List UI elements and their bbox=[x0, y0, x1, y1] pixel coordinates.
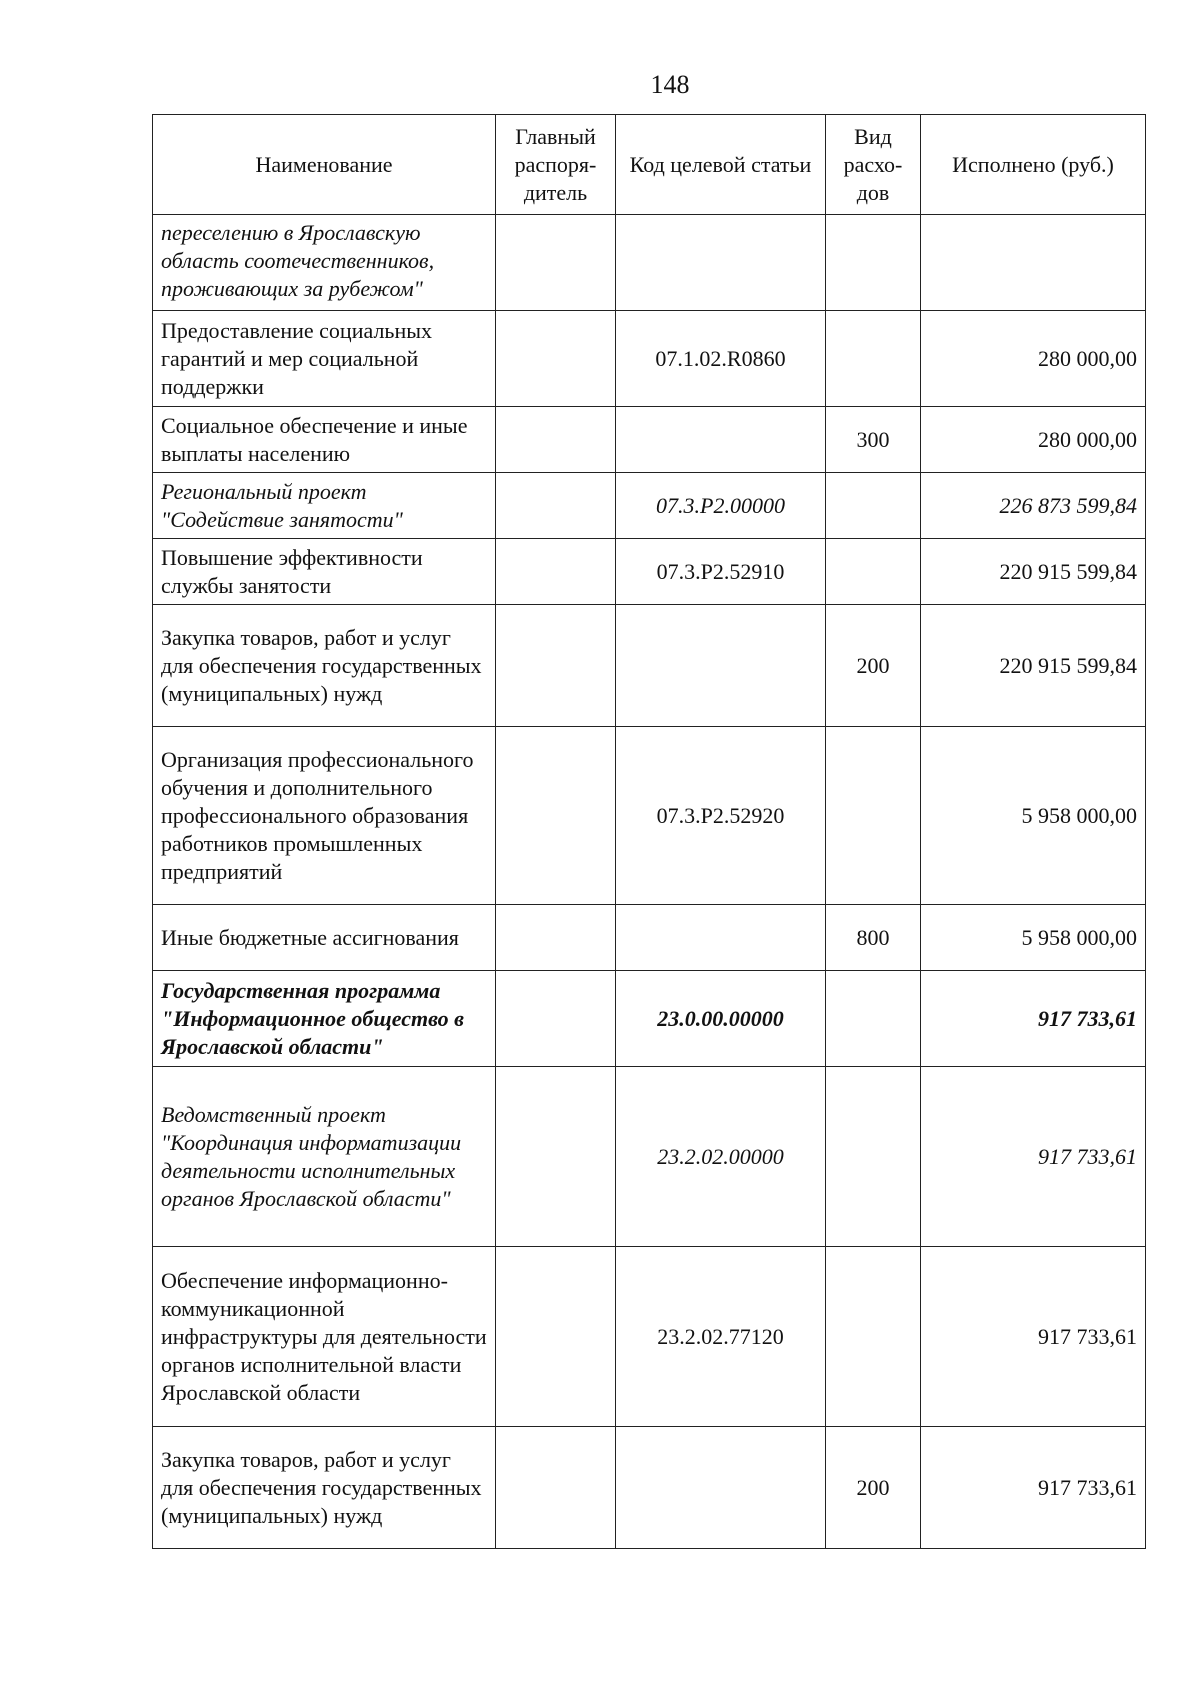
header-executed: Исполнено (руб.) bbox=[921, 115, 1146, 215]
header-type: Вид расхо-дов bbox=[826, 115, 921, 215]
row-code: 23.0.00.00000 bbox=[616, 971, 826, 1067]
row-name: Региональный проект "Содействие занятости" bbox=[153, 473, 496, 539]
header-manager: Главный распоря-дитель bbox=[496, 115, 616, 215]
row-manager bbox=[496, 971, 616, 1067]
row-name: Обеспечение информационно-коммуникационной инфраструктуры для деятельности органов исполнительной власти Ярославской области bbox=[153, 1247, 496, 1427]
row-manager bbox=[496, 215, 616, 311]
row-type bbox=[826, 311, 921, 407]
row-name: Ведомственный проект "Координация информатизации деятельности исполнительных органов Ярославской области" bbox=[153, 1067, 496, 1247]
table-row bbox=[153, 473, 1146, 539]
row-amount: 226 873 599,84 bbox=[921, 473, 1146, 539]
row-type bbox=[826, 215, 921, 311]
row-manager bbox=[496, 905, 616, 971]
table-row bbox=[153, 1067, 1146, 1247]
row-name: Государственная программа "Информационное общество в Ярославской области" bbox=[153, 971, 496, 1067]
row-code: 23.2.02.00000 bbox=[616, 1067, 826, 1247]
row-name: Организация профессионального обучения и дополнительного профессионального образования работников промышленных предприятий bbox=[153, 727, 496, 905]
table-row bbox=[153, 905, 1146, 971]
table-row bbox=[153, 727, 1146, 905]
table-row bbox=[153, 407, 1146, 473]
row-manager bbox=[496, 1427, 616, 1549]
row-code bbox=[616, 605, 826, 727]
table-row bbox=[153, 215, 1146, 311]
row-code: 07.3.Р2.52910 bbox=[616, 539, 826, 605]
row-name: Иные бюджетные ассигнования bbox=[153, 905, 496, 971]
table-row bbox=[153, 1427, 1146, 1549]
row-amount: 5 958 000,00 bbox=[921, 905, 1146, 971]
table-row bbox=[153, 605, 1146, 727]
page-number: 148 bbox=[650, 70, 690, 99]
row-manager bbox=[496, 1247, 616, 1427]
row-amount: 280 000,00 bbox=[921, 407, 1146, 473]
row-code bbox=[616, 407, 826, 473]
table-row bbox=[153, 311, 1146, 407]
row-type bbox=[826, 539, 921, 605]
row-amount: 280 000,00 bbox=[921, 311, 1146, 407]
table-row bbox=[153, 971, 1146, 1067]
budget-table bbox=[152, 114, 1146, 1549]
row-type: 300 bbox=[826, 407, 921, 473]
row-name: Закупка товаров, работ и услуг для обеспечения государственных (муниципальных) нужд bbox=[153, 605, 496, 727]
row-type bbox=[826, 473, 921, 539]
table-row bbox=[153, 539, 1146, 605]
table-header-row bbox=[153, 115, 1146, 215]
row-type bbox=[826, 1247, 921, 1427]
row-name: Предоставление социальных гарантий и мер социальной поддержки bbox=[153, 311, 496, 407]
header-name: Наименование bbox=[153, 115, 496, 215]
row-manager bbox=[496, 539, 616, 605]
row-name: переселению в Ярославскую область соотечественников, проживающих за рубежом" bbox=[153, 215, 496, 311]
row-name: Социальное обеспечение и иные выплаты населению bbox=[153, 407, 496, 473]
row-amount: 5 958 000,00 bbox=[921, 727, 1146, 905]
row-name: Повышение эффективности службы занятости bbox=[153, 539, 496, 605]
table-row bbox=[153, 1247, 1146, 1427]
row-amount: 917 733,61 bbox=[921, 971, 1146, 1067]
row-manager bbox=[496, 1067, 616, 1247]
row-amount bbox=[921, 215, 1146, 311]
row-type bbox=[826, 971, 921, 1067]
row-manager bbox=[496, 407, 616, 473]
row-code: 07.3.Р2.52920 bbox=[616, 727, 826, 905]
header-code: Код целевой статьи bbox=[616, 115, 826, 215]
row-manager bbox=[496, 727, 616, 905]
row-amount: 917 733,61 bbox=[921, 1067, 1146, 1247]
row-type bbox=[826, 727, 921, 905]
row-code: 23.2.02.77120 bbox=[616, 1247, 826, 1427]
row-type: 200 bbox=[826, 1427, 921, 1549]
row-amount: 220 915 599,84 bbox=[921, 539, 1146, 605]
row-type: 800 bbox=[826, 905, 921, 971]
row-code: 07.3.Р2.00000 bbox=[616, 473, 826, 539]
row-type: 200 bbox=[826, 605, 921, 727]
row-amount: 917 733,61 bbox=[921, 1427, 1146, 1549]
row-type bbox=[826, 1067, 921, 1247]
row-manager bbox=[496, 473, 616, 539]
row-amount: 220 915 599,84 bbox=[921, 605, 1146, 727]
row-amount: 917 733,61 bbox=[921, 1247, 1146, 1427]
row-code bbox=[616, 905, 826, 971]
row-name: Закупка товаров, работ и услуг для обеспечения государственных (муниципальных) нужд bbox=[153, 1427, 496, 1549]
row-code bbox=[616, 1427, 826, 1549]
row-code bbox=[616, 215, 826, 311]
row-code: 07.1.02.R0860 bbox=[616, 311, 826, 407]
row-manager bbox=[496, 605, 616, 727]
row-manager bbox=[496, 311, 616, 407]
